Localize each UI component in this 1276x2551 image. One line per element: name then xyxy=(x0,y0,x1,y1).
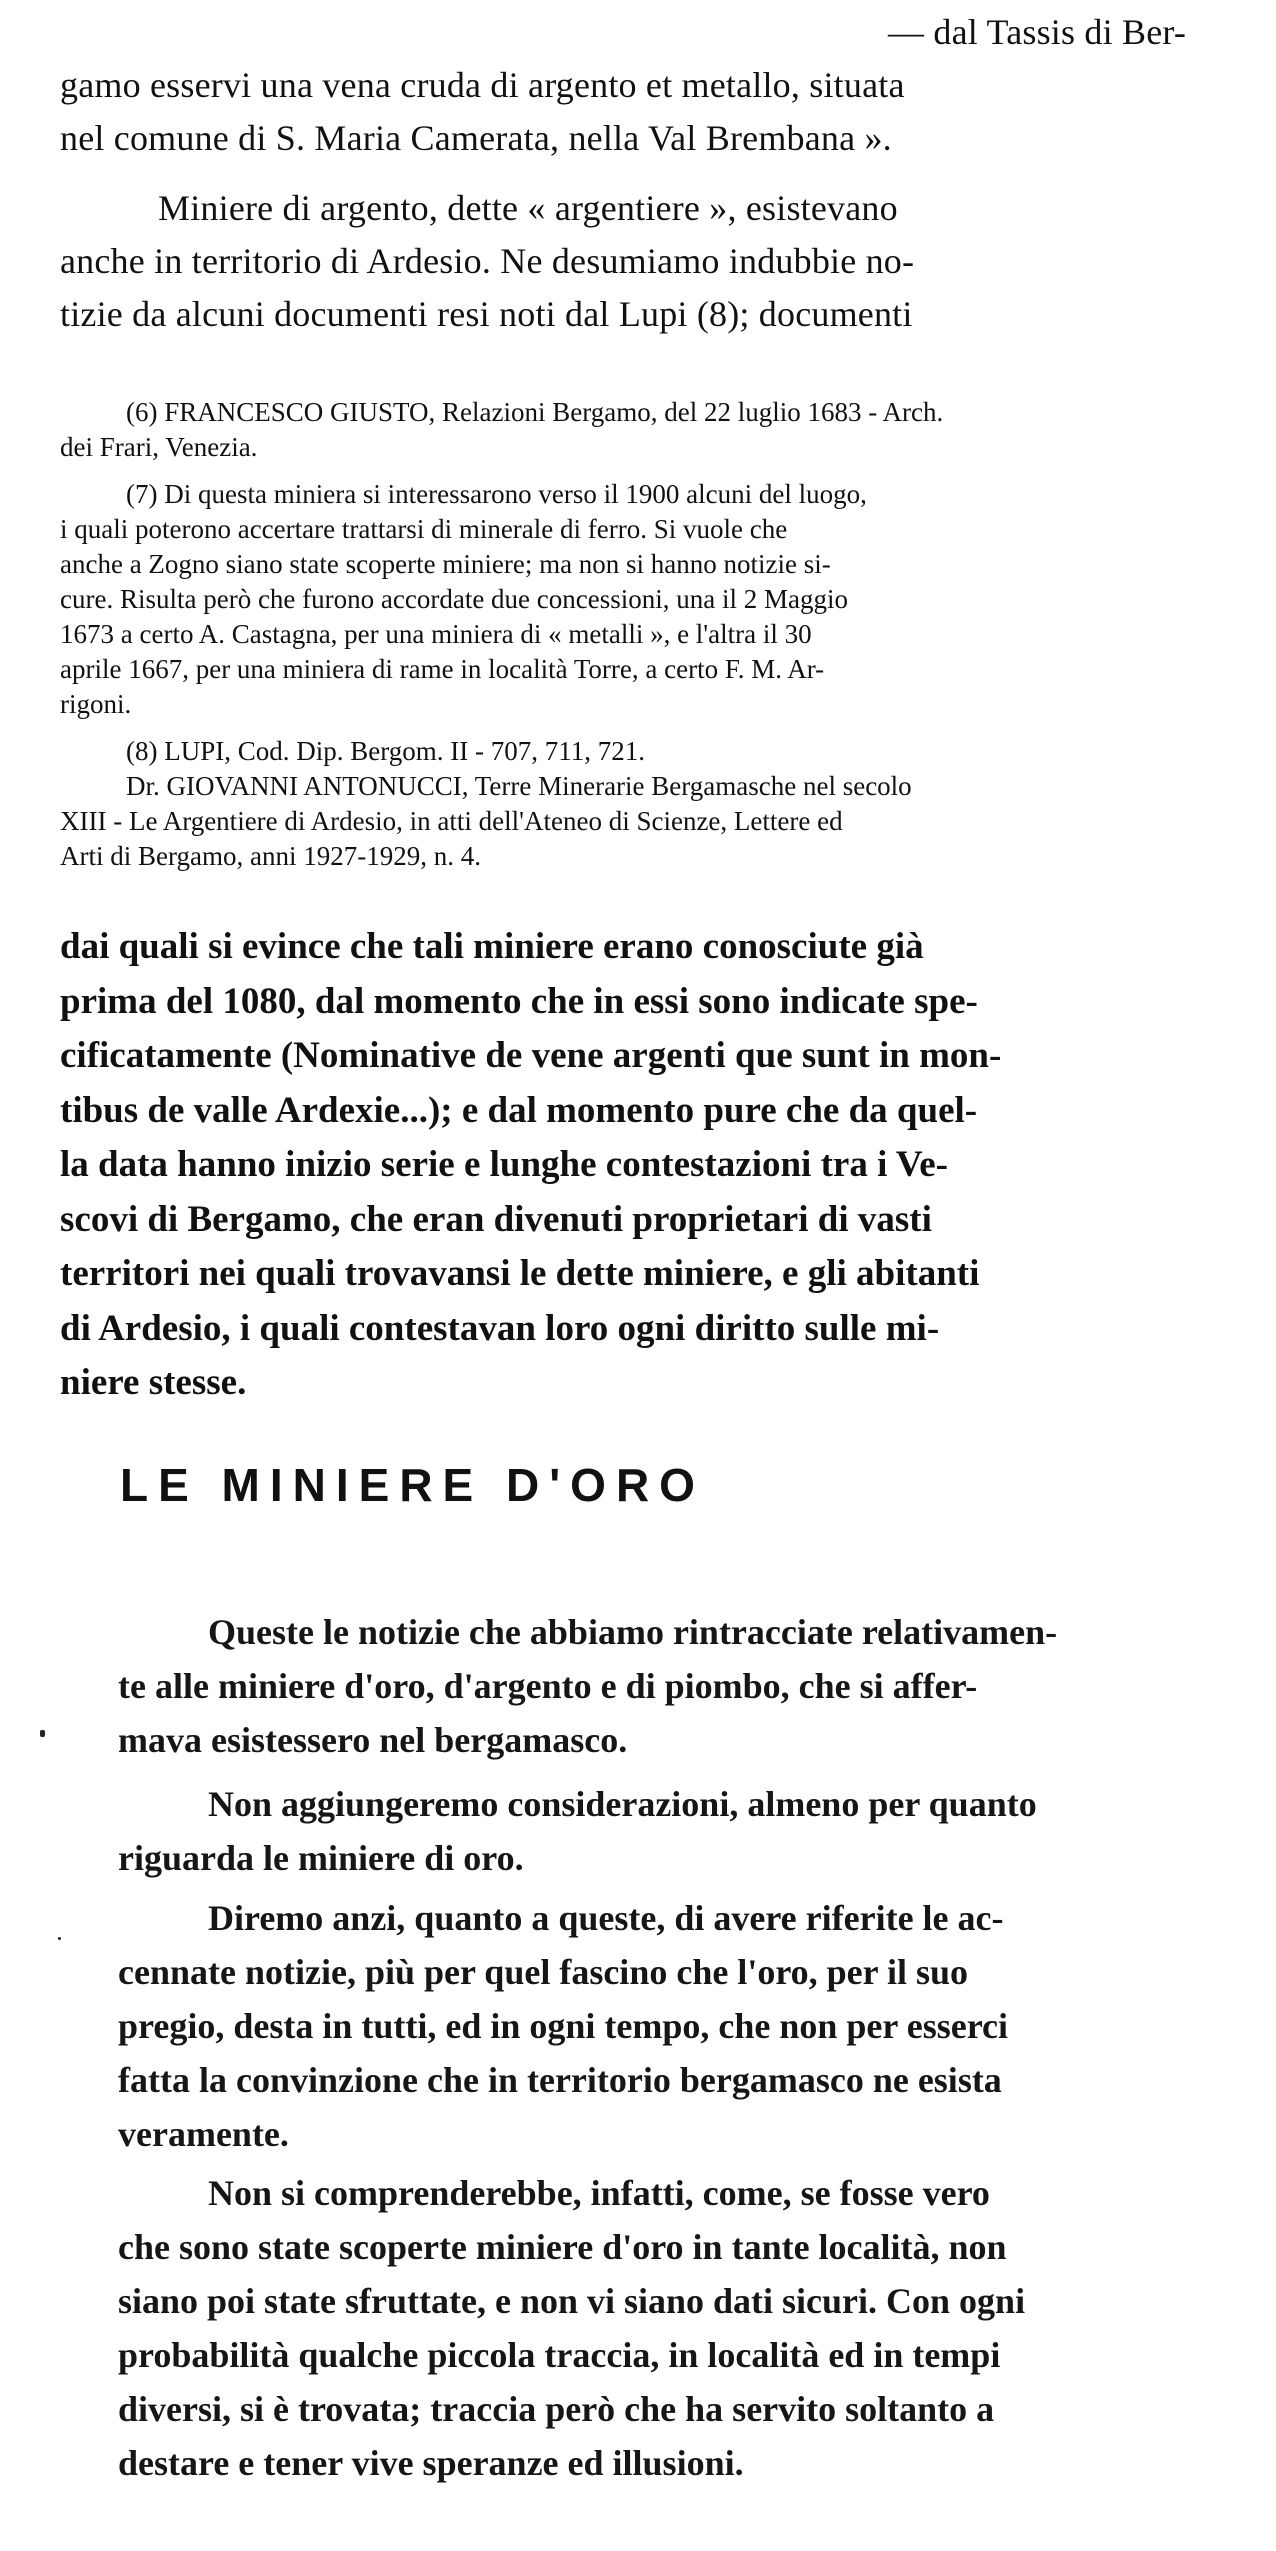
footnote-line: anche a Zogno siano state scoperte miniere; ma non si hanno notizie si- xyxy=(60,549,831,579)
paragraph-ardesio-documents xyxy=(60,920,1240,1411)
text-line: prima del 1080, dal momento che in essi sono indicate spe- xyxy=(60,980,978,1022)
text-line: te alle miniere d'oro, d'argento e di piombo, che si affer- xyxy=(118,1666,978,1706)
footnote-line: aprile 1667, per una miniera di rame in località Torre, a certo F. M. Ar- xyxy=(60,654,825,684)
text-line: siano poi state sfruttate, e non vi siano dati sicuri. Con ogni xyxy=(118,2281,1026,2321)
text-line: destare e tener vive speranze ed illusioni. xyxy=(118,2443,744,2483)
footnote-6 xyxy=(60,395,1240,465)
paragraph-not-exploited xyxy=(118,2166,1218,2490)
text-line: probabilità qualche piccola traccia, in località ed in tempi xyxy=(118,2335,1001,2375)
footnote-line: dei Frari, Venezia. xyxy=(60,432,258,462)
text-line: fatta la convinzione che in territorio bergamasco ne esista xyxy=(118,2060,1002,2100)
text-line: tizie da alcuni documenti resi noti dal Lupi (8); documenti xyxy=(60,294,913,334)
text-line: di Ardesio, i quali contestavan loro ogni diritto sulle mi- xyxy=(60,1307,940,1349)
text-line: diversi, si è trovata; traccia però che ha servito soltanto a xyxy=(118,2389,995,2429)
footnote-line: cure. Risulta però che furono accordate due concessioni, una il 2 Maggio xyxy=(60,584,848,614)
text-line: Diremo anzi, quanto a queste, di avere riferite le ac- xyxy=(208,1898,1004,1938)
text-line: niere stesse. xyxy=(60,1362,247,1403)
paragraph-argentiere xyxy=(60,182,1240,341)
footnote-8 xyxy=(60,734,1240,874)
paragraph-no-considerations xyxy=(118,1777,1218,1885)
text-line: gamo esservi una vena cruda di argento et metallo, situata xyxy=(60,65,905,105)
text-line: tibus de valle Ardexie...); e dal momento pure che da quel- xyxy=(60,1089,978,1131)
text-line: mava esistessero nel bergamasco. xyxy=(118,1720,628,1760)
text-line: Queste le notizie che abbiamo rintracciate relativamen- xyxy=(208,1612,1058,1652)
footnote-line: Arti di Bergamo, anni 1927-1929, n. 4. xyxy=(60,841,481,871)
footnote-line: XIII - Le Argentiere di Ardesio, in atti dell'Ateneo di Scienze, Lettere ed xyxy=(60,806,843,836)
text-line: nel comune di S. Maria Camerata, nella Val Brembana ». xyxy=(60,118,892,158)
text-line: la data hanno inizio serie e lunghe contestazioni tra i Ve- xyxy=(60,1144,948,1185)
footnote-line: (8) LUPI, Cod. Dip. Bergom. II - 707, 711, 721. xyxy=(126,736,645,766)
text-line: veramente. xyxy=(118,2114,289,2154)
text-line: che sono state scoperte miniere d'oro in tante località, non xyxy=(118,2227,1007,2267)
text-line: cennate notizie, più per quel fascino che l'oro, per il suo xyxy=(118,1952,969,1992)
paragraph-continuation xyxy=(60,6,1240,165)
text-line: Non si comprenderebbe, infatti, come, se fosse vero xyxy=(208,2173,990,2213)
footnote-line: Dr. GIOVANNI ANTONUCCI, Terre Minerarie Bergamasche nel secolo xyxy=(126,771,912,801)
text-line: pregio, desta in tutti, ed in ogni tempo, che non per esserci xyxy=(118,2006,1008,2046)
footnote-line: i quali poterono accertare trattarsi di minerale di ferro. Si vuole che xyxy=(60,514,788,544)
footnote-7 xyxy=(60,477,1240,722)
text-line: — dal Tassis di Ber- xyxy=(888,12,1187,52)
text-line: territori nei quali trovavansi le dette miniere, e gli abitanti xyxy=(60,1253,980,1294)
text-line: anche in territorio di Ardesio. Ne desumiamo indubbie no- xyxy=(60,241,915,281)
paragraph-gold-mines-intro xyxy=(118,1605,1218,1767)
text-line: dai quali si evince che tali miniere erano conosciute già xyxy=(60,926,924,967)
footnote-line: (6) FRANCESCO GIUSTO, Relazioni Bergamo, del 22 luglio 1683 - Arch. xyxy=(126,397,944,427)
text-line: cificatamente (Nominative de vene argenti que sunt in mon- xyxy=(60,1035,1002,1076)
text-line: riguarda le miniere di oro. xyxy=(118,1838,524,1878)
footnote-line: (7) Di questa miniera si interessarono verso il 1900 alcuni del luogo, xyxy=(126,479,867,509)
scan-speck xyxy=(58,1937,61,1940)
footnote-line: 1673 a certo A. Castagna, per una miniera di « metalli », e l'altra il 30 xyxy=(60,619,812,649)
text-line: scovi di Bergamo, che eran divenuti proprietari di vasti xyxy=(60,1198,932,1240)
footnotes xyxy=(60,395,1240,874)
footnote-line: rigoni. xyxy=(60,689,132,719)
section-heading: LE MINIERE D'ORO xyxy=(120,1459,705,1511)
paragraph-fascination xyxy=(118,1891,1218,2161)
text-line: Non aggiungeremo considerazioni, almeno per quanto xyxy=(208,1784,1037,1824)
scan-speck xyxy=(40,1730,45,1737)
text-line: Miniere di argento, dette « argentiere », esistevano xyxy=(158,188,898,228)
